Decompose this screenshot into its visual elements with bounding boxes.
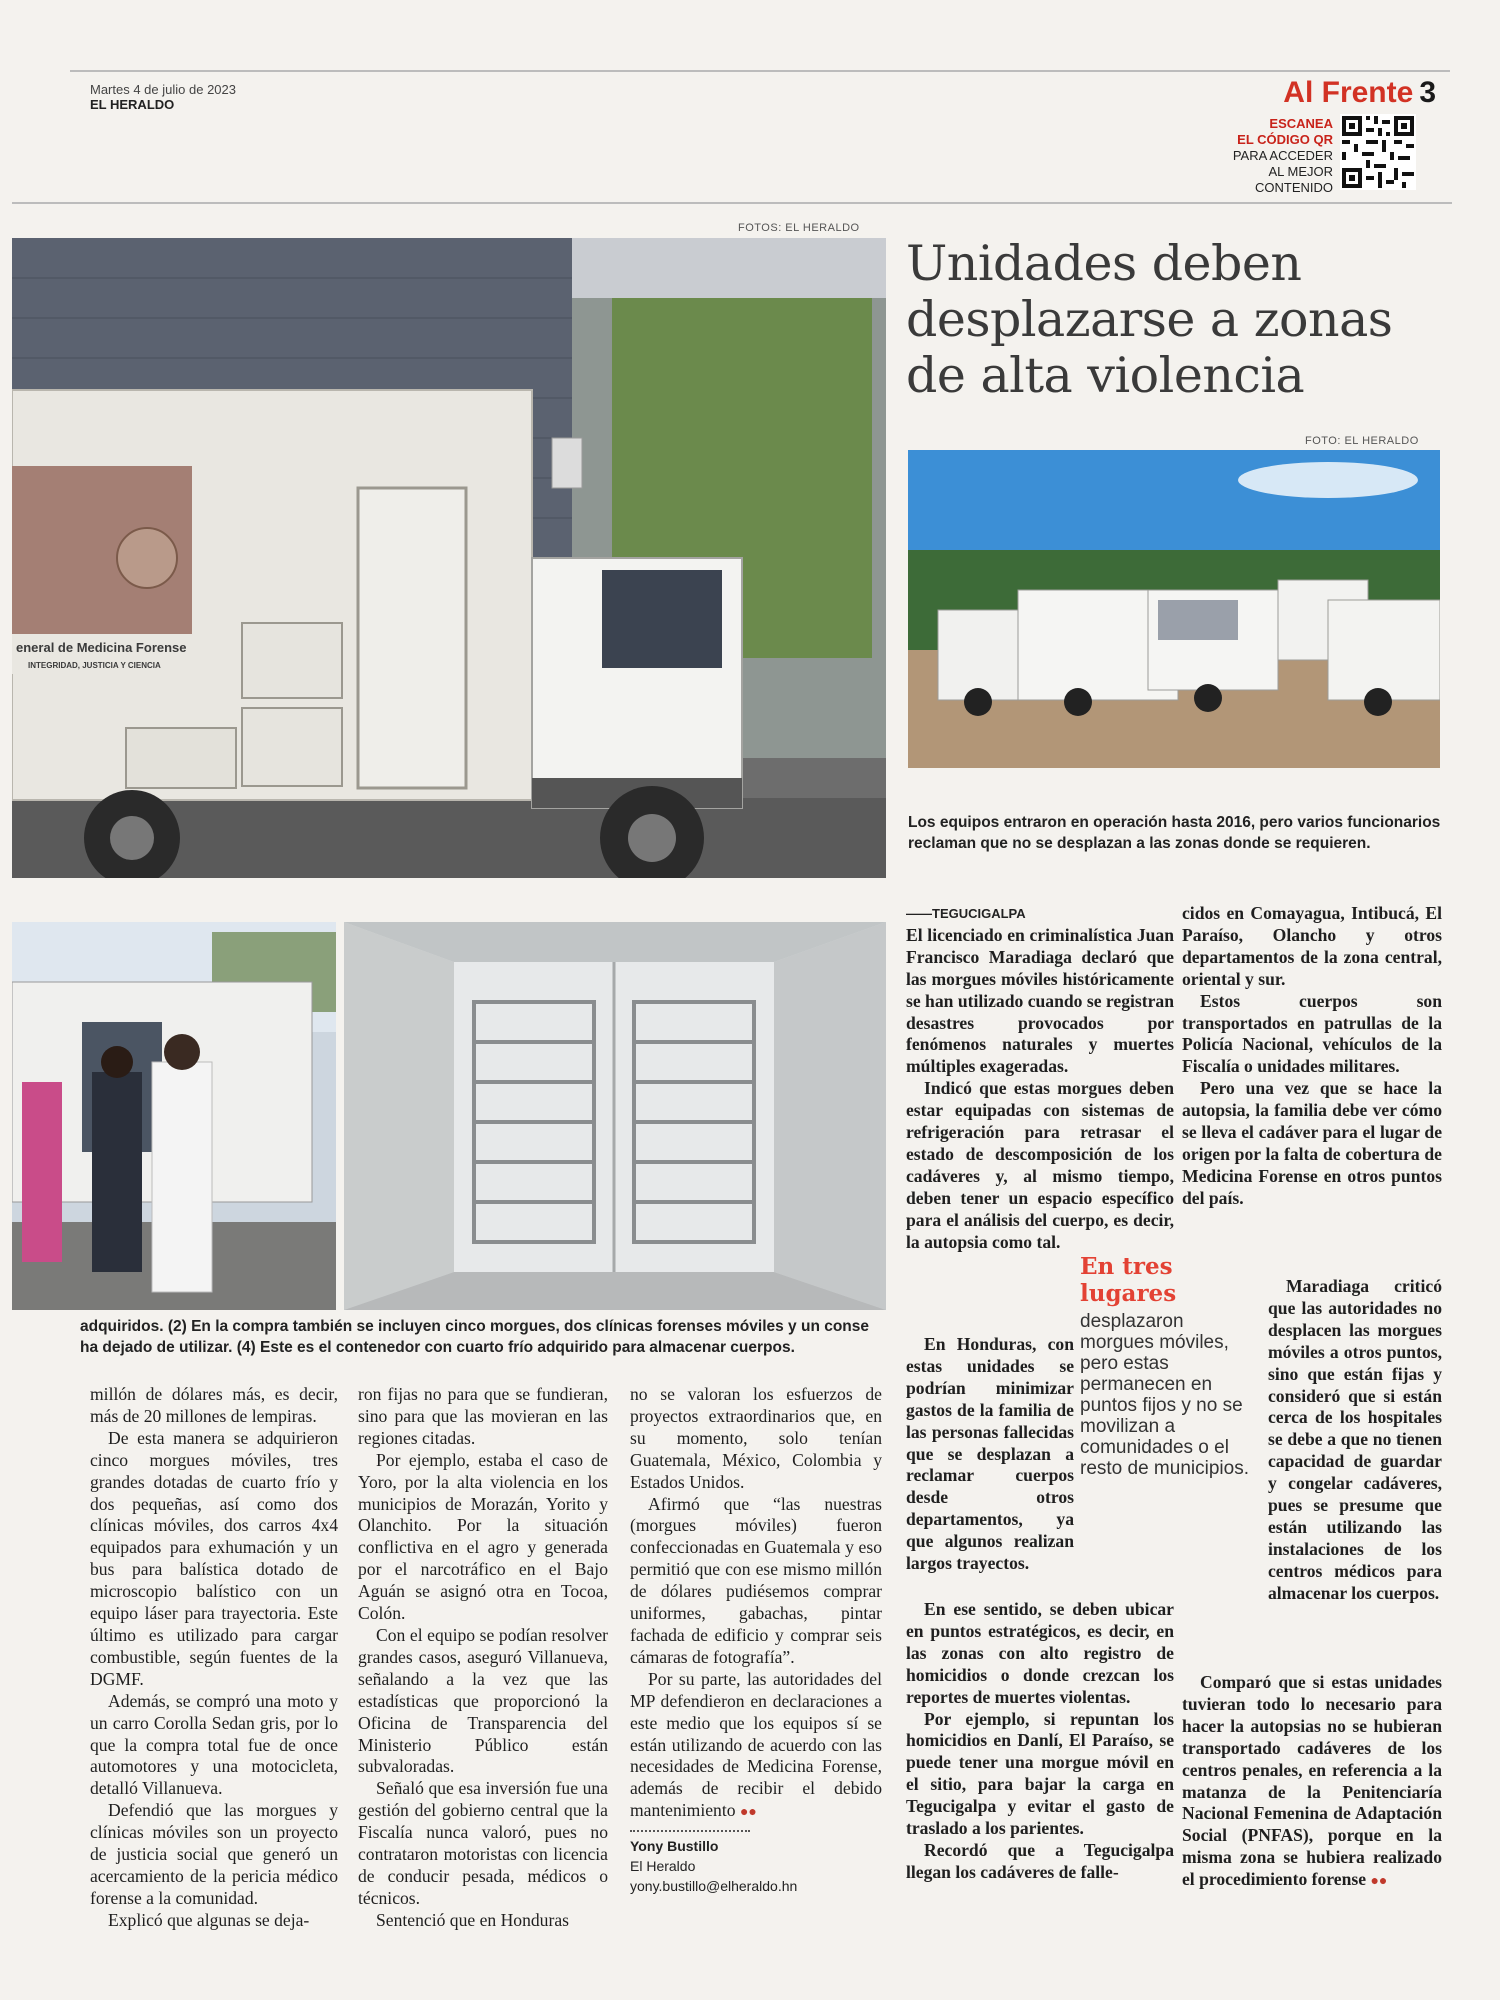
- end-mark-icon: ●●: [739, 1805, 757, 1821]
- section-title: [1283, 76, 1436, 110]
- info-box-title: En tres lugares: [1080, 1253, 1177, 1307]
- paragraph: no se valoran los esfuerzos de proyectos extraordinarios que, en su momento, solo tenían Guatemala, México, Colombia y Estados Unidos.: [630, 1384, 882, 1492]
- paragraph: Pero una vez que se hace la autopsia, la familia debe ver cómo se lleva el cadáver para el lugar de origen por la falta de cobertura de Medicina Forense en otros puntos del país.: [1182, 1078, 1442, 1208]
- author-email[interactable]: yony.bustillo@elheraldo.hn: [630, 1878, 798, 1895]
- qr-line4: AL MEJOR: [1268, 164, 1333, 179]
- paragraph: Recordó que a Tegucigalpa llegan los cadáveres de falle-: [906, 1839, 1174, 1882]
- qr-line3: PARA ACCEDER: [1232, 148, 1333, 163]
- paragraph: En ese sentido, se deben ubicar en puntos estratégicos, es decir, en las zonas con alto registro de homicidios o donde crezcan los reportes de muertes violentas.: [906, 1599, 1174, 1707]
- paragraph: En Honduras, con estas unidades se podrían minimizar gastos de la familia de las personas fallecidas que se desplazan a reclamar cuerpos desde otros departamentos, ya que algunos realizan largos trayectos.: [906, 1334, 1074, 1574]
- paragraph: Por ejemplo, si repuntan los homicidios en Danlí, El Paraíso, se puede tener una morgue móvil en el sitio, para bajar la carga en Tegucigalpa y evitar el gasto de traslado a los parientes.: [906, 1708, 1174, 1839]
- photo-forensic-clinic: [12, 922, 336, 1310]
- paragraph: Explicó que algunas se deja-: [108, 1909, 310, 1930]
- paragraph: [1182, 1672, 1442, 1893]
- paragraph: ron fijas no para que se fundieran, sino para que las movieran en las regiones citadas.: [358, 1384, 608, 1448]
- paragraph: Indicó que estas morgues deben estar equipadas con sistemas de refrigeración para retrasar el estado de descomposición de los cadáveres y, al mismo tiempo, deben tener un espacio específico para el análisis del cuerpo, es decir, la autopsia como tal.: [906, 1078, 1174, 1252]
- caption-photo-2: Los equipos entraron en operación hasta 2016, pero varios funcionarios reclaman que no se desplazan a las zonas donde se requieren.: [908, 814, 1441, 852]
- article-title: Unidades deben desplazarse a zonas de alta violencia: [906, 235, 1393, 404]
- qr-line1: ESCANEA: [1269, 116, 1333, 131]
- section-name: Al Frente: [1283, 76, 1414, 109]
- photo-credit-2: FOTO: EL HERALDO: [1305, 435, 1419, 447]
- newspaper-name: EL HERALDO: [90, 97, 175, 112]
- page-number: 3: [1419, 76, 1436, 109]
- paragraph: Sentenció que en Honduras: [376, 1909, 569, 1930]
- photo-cold-room-container: [344, 922, 886, 1310]
- paragraph: Con el equipo se podían resolver grandes casos, aseguró Villanueva, señalando a la vez que las estadísticas que proporcionó la Oficina de Transparencia del Ministerio Público están subvaloradas.: [358, 1624, 608, 1777]
- end-mark-icon: ●●: [1370, 1874, 1388, 1890]
- paragraph: Defendió que las morgues y clínicas móviles son un proyecto de justicia social que generó un acercamiento de la pericia médico forense a la comunidad.: [90, 1800, 338, 1908]
- paragraph: Por ejemplo, estaba el caso de Yoro, por la alta violencia en los municipios de Morazán, Yorito y Olanchito. Por la situación conflictiva en el agro y generada por el narcotráfico en el Bajo Aguán se asignó otra en Tocoa, Colón.: [358, 1449, 608, 1624]
- paragraph: millón de dólares más, es decir, más de 20 millones de lempiras.: [90, 1384, 338, 1426]
- paragraph-text: Por su parte, las autoridades del MP defendieron en declaraciones a este medio que los equipos sí se están utilizando de acuerdo con las necesidades de Medicina Forense, además de recibir el debido mantenimiento: [630, 1668, 882, 1821]
- article-column-4: [906, 903, 1174, 1254]
- dateline: ——TEGUCIGALPA: [906, 906, 1026, 921]
- issue-date: Martes 4 de julio de 2023: [90, 82, 236, 97]
- article-column-2: [358, 1384, 608, 1932]
- paragraph: [630, 1669, 882, 1824]
- paragraph: Maradiaga criticó que las autoridades no desplacen las morgues móviles a otros puntos, sino que están fijas y consideró que si están cerca de los hospitales se debe a que no tienen capacidad de guardar y congelar cadáveres, pues se presume que están utilizando las instalaciones de los centros médicos para almacenar los cuerpos.: [1268, 1276, 1442, 1603]
- info-box-body: desplazaron morgues móviles, pero estas permanecen en puntos fijos y no se movilizan a comunidades o el resto de municipios.: [1080, 1311, 1249, 1479]
- paragraph: El licenciado en criminalística Juan Francisco Maradiaga declaró que las morgues móviles históricamente se han utilizado cuando se registran desastres provocados por fenómenos naturales y muertes múltiples exageradas.: [906, 924, 1175, 1077]
- truck-sign-line1: eneral de Medicina Forense: [16, 640, 187, 655]
- qr-code-icon[interactable]: [1340, 114, 1416, 190]
- article-column-5-lower: [1182, 1672, 1442, 1893]
- truck-sign-line2: INTEGRIDAD, JUSTICIA Y CIENCIA: [28, 661, 161, 670]
- author-name: Yony Bustillo: [630, 1838, 719, 1855]
- photo-parked-morgue-trucks: [908, 450, 1440, 768]
- author-signature: [630, 1836, 882, 1896]
- info-box-en-tres-lugares: [1080, 1253, 1255, 1479]
- qr-line5: CONTENIDO: [1255, 180, 1333, 195]
- qr-line2: EL CÓDIGO QR: [1237, 132, 1333, 147]
- article-column-3: [630, 1384, 882, 1896]
- article-column-1: [90, 1384, 338, 1932]
- paragraph-text: Comparó que si estas unidades tuvieran todo lo necesario para hacer la autopsias no se hubieran transportado cadáveres de los centros penales, en referencia a la matanza de la Penitenciaría Nacional Femenina de Adaptación Social (PNFAS), porque en la misma zona se hubiera realizado el procedimiento forense: [1182, 1672, 1442, 1890]
- paragraph: Además, se compró una moto y un carro Corolla Sedan gris, por lo que la compra total fue de once automotores y una motocicleta, detalló Villanueva.: [90, 1690, 338, 1799]
- dateline-text: TEGUCIGALPA: [932, 906, 1026, 921]
- caption-photos-3-4: adquiridos. (2) En la compra también se incluyen cinco morgues, dos clínicas forenses móviles y un conse ha dejado de utilizar. (4) Este es el contenedor con cuarto frío adquirido para almacenar cuerpos.: [80, 1318, 870, 1356]
- paragraph: De esta manera se adquirieron cinco morgues móviles, tres grandes dotadas de cuarto frío y dos pequeñas, así como dos clínicas móviles, dos carros 4x4 equipados para exhumación y un bus para balística dotado de microscopio balístico con un equipo láser para trayectoria. Este último es utilizado para cargar combustible, según fuentes de la DGMF.: [90, 1427, 338, 1689]
- paragraph: Señaló que esa inversión fue una gestión del gobierno central que la Fiscalía nunca valoró, pues no contrataron motoristas con licencia de conducir pesada, médicos o técnicos.: [358, 1778, 608, 1908]
- paragraph: Afirmó que “las nuestras (morgues móviles) fueron confeccionadas en Guatemala y eso permitió que con ese mismo millón de dólares pudiésemos comprar uniformes, gabachas, pintar fachada de edificio y comprar seis cámaras de fotografía”.: [630, 1493, 882, 1667]
- header-rule: [12, 202, 1452, 204]
- paragraph: Estos cuerpos son transportados en patrullas de la Policía Nacional, vehículos de la Fiscalía o unidades militares.: [1182, 990, 1442, 1077]
- article-column-5: [1182, 903, 1442, 1210]
- byline-divider: [630, 1830, 750, 1832]
- article-column-5-narrow: [1268, 1276, 1442, 1605]
- top-rule: [70, 70, 1450, 72]
- author-paper: El Heraldo: [630, 1858, 696, 1875]
- qr-instructions: [1163, 116, 1333, 196]
- article-column-4-narrow: [906, 1334, 1074, 1575]
- article-column-4-lower: [906, 1599, 1174, 1884]
- photo-credit-1: FOTOS: EL HERALDO: [738, 222, 860, 234]
- photo-mobile-morgue-truck: [12, 238, 886, 878]
- paragraph: cidos en Comayagua, Intibucá, El Paraíso, Olancho y otros departamentos de la zona central, oriental y sur.: [1182, 903, 1442, 989]
